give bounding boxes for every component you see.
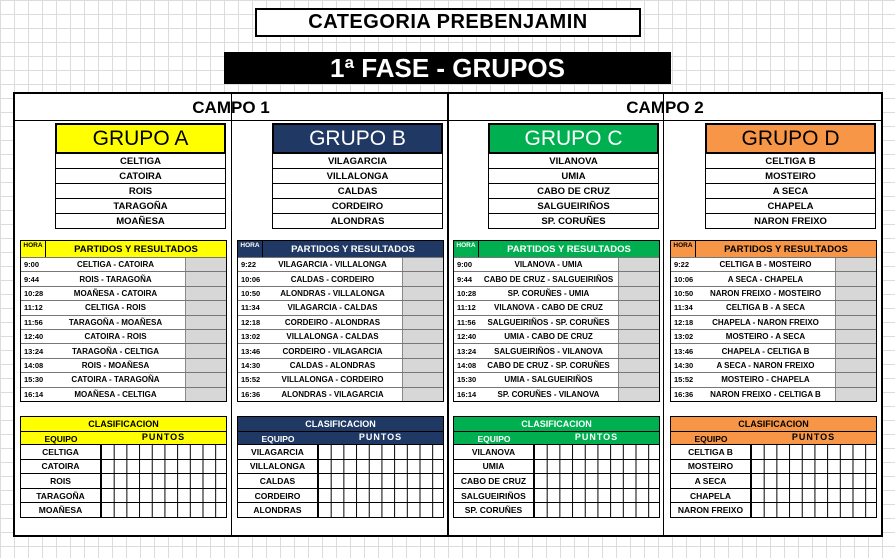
standings-team: TARAGOÑA [21,489,101,503]
result-cell[interactable] [618,272,659,285]
team-name: NARON FREIXO [705,214,876,229]
match-time: 15:52 [674,375,694,385]
match-time: 13:02 [241,332,261,342]
partidos-label: PARTIDOS Y RESULTADOS [507,243,631,255]
standings-subheader [21,431,226,444]
standings-team: VILAGARCIA [238,445,318,459]
team-name: A SECA [705,184,876,199]
standings-team: CORDEIRO [238,489,318,503]
match-time: 9:44 [24,274,40,284]
match-row [454,271,659,285]
match-time: 9:44 [457,274,473,284]
team-name: CELTIGA [55,154,226,169]
group-c-header: GRUPO C [488,123,659,154]
match-time: 12:40 [24,332,44,342]
equipo-label: EQUIPO [44,434,78,444]
match-teams: CELTIGA - ROIS [85,303,146,313]
standings-header: CLASIFICACION [454,417,659,431]
standings-team: MOAÑESA [21,503,101,517]
standings-team: CABO DE CRUZ [454,474,534,488]
result-cell[interactable] [402,287,443,300]
match-teams: CELTIGA B - A SECA [726,303,805,313]
standings-row [21,459,226,474]
match-row [238,257,443,271]
match-teams: SALGUEIRIÑOS - SP. CORUÑES [487,317,610,327]
standings-team: A SECA [671,474,751,488]
group-b-box [272,123,443,229]
campo-2-underline [449,120,881,121]
hora-label: HORA [238,241,263,257]
standings-row [21,488,226,503]
match-row [21,329,226,343]
match-row [21,315,226,329]
matches-header [238,241,443,257]
points-grid[interactable] [318,460,443,474]
match-row [454,358,659,372]
campo-1-underline [15,120,447,121]
match-row [21,271,226,285]
match-time: 14:08 [24,360,44,370]
standings-team: UMIA [454,460,534,474]
team-name: CALDAS [272,184,443,199]
standings-row [238,444,443,459]
standings-row [21,502,226,517]
team-name: SALGUEIRIÑOS [488,199,659,214]
match-time: 11:56 [457,317,476,327]
standings-header: CLASIFICACION [671,417,876,431]
match-time: 12:18 [674,317,694,327]
points-grid[interactable] [101,474,226,488]
result-cell[interactable] [185,359,226,372]
match-row [671,286,876,300]
result-cell[interactable] [618,316,659,329]
points-grid[interactable] [534,489,659,503]
group-a-box [55,123,226,229]
standings-team: ALONDRAS [238,503,318,517]
match-teams: NARON FREIXO - CELTIGA B [710,389,821,399]
standings-row [454,473,659,488]
group-a-header: GRUPO A [55,123,226,154]
points-grid[interactable] [318,445,443,459]
match-time: 10:28 [24,288,44,298]
standings-header: CLASIFICACION [21,417,226,431]
group-d-matches-table [670,240,877,402]
matches-header [671,241,876,257]
column-divider [663,94,664,535]
match-teams: NARON FREIXO - MOSTEIRO [709,288,822,298]
match-teams: ALONDRAS - VILLALONGA [280,288,385,298]
puntos-label: PUNTOS [358,432,403,442]
puntos-label: PUNTOS [574,432,619,442]
match-teams: ROIS - MOAÑESA [81,360,150,370]
standings-team: CALDAS [238,474,318,488]
match-teams: CABO DE CRUZ - SP. CORUÑES [487,360,610,370]
equipo-label: EQUIPO [261,434,295,444]
match-row [21,358,226,372]
match-row [454,387,659,401]
match-row [238,286,443,300]
match-time: 11:34 [674,303,693,313]
standings-subheader [238,431,443,444]
points-grid[interactable] [101,503,226,517]
team-name: ROIS [55,184,226,199]
match-time: 15:30 [457,375,477,385]
result-cell[interactable] [618,258,659,271]
match-time: 12:40 [457,332,477,342]
standings-row [671,459,876,474]
campo-divider [447,94,449,535]
points-grid[interactable] [318,474,443,488]
match-time: 16:36 [241,389,261,399]
points-grid[interactable] [534,460,659,474]
match-row [671,300,876,314]
match-row [671,257,876,271]
match-row [238,315,443,329]
points-grid[interactable] [534,474,659,488]
match-row [238,358,443,372]
match-teams: CALDAS - ALONDRAS [289,360,376,370]
points-grid[interactable] [751,474,876,488]
group-b-matches-table [237,240,444,402]
team-name: CATOIRA [55,169,226,184]
match-row [454,329,659,343]
match-row [238,387,443,401]
match-time: 10:50 [241,288,261,298]
standings-header: CLASIFICACION [238,417,443,431]
match-teams: MOAÑESA - CELTIGA [74,389,157,399]
group-a-standings-table [20,416,227,518]
result-cell[interactable] [185,287,226,300]
group-d-box [705,123,876,229]
phase-title: 1ª FASE - GRUPOS [224,52,671,84]
group-b-header: GRUPO B [272,123,443,154]
result-cell[interactable] [835,359,876,372]
result-cell[interactable] [185,316,226,329]
match-row [454,315,659,329]
standings-team: MOSTEIRO [671,460,751,474]
match-time: 11:12 [24,303,43,313]
result-cell[interactable] [618,301,659,314]
team-name: SP. CORUÑES [488,214,659,229]
match-teams: MOAÑESA - CATOIRA [73,288,158,298]
match-row [454,257,659,271]
match-time: 11:56 [24,317,43,327]
match-teams: SP. CORUÑES - UMIA [507,288,590,298]
standings-team: CHAPELA [671,489,751,503]
result-cell[interactable] [402,344,443,357]
standings-row [671,473,876,488]
match-teams: CELTIGA - CATOIRA [76,260,155,270]
team-name: CELTIGA B [705,154,876,169]
match-time: 10:50 [674,288,694,298]
result-cell[interactable] [185,330,226,343]
standings-row [238,488,443,503]
standings-row [454,502,659,517]
standings-team: NARON FREIXO [671,503,751,517]
match-teams: VILANOVA - UMIA [514,260,583,270]
result-cell[interactable] [402,258,443,271]
standings-row [238,473,443,488]
match-teams: TARAGOÑA - CELTIGA [72,346,159,356]
points-grid[interactable] [101,489,226,503]
standings-row [671,444,876,459]
puntos-label: PUNTOS [141,432,186,442]
standings-row [671,502,876,517]
group-c-box [488,123,659,229]
standings-team: CELTIGA B [671,445,751,459]
match-row [21,257,226,271]
team-name: CABO DE CRUZ [488,184,659,199]
team-name: TARAGOÑA [55,199,226,214]
standings-team: SP. CORUÑES [454,503,534,517]
match-teams: CHAPELA - NARON FREIXO [712,317,819,327]
result-cell[interactable] [835,258,876,271]
match-row [671,343,876,357]
match-row [238,300,443,314]
match-time: 11:34 [241,303,260,313]
match-time: 12:18 [241,317,261,327]
match-time: 15:30 [24,375,44,385]
match-time: 9:22 [241,260,257,270]
result-cell[interactable] [185,301,226,314]
result-cell[interactable] [185,388,226,401]
match-time: 13:24 [24,346,44,356]
match-teams: CHAPELA - CELTIGA B [721,346,810,356]
standings-row [454,444,659,459]
points-grid[interactable] [101,445,226,459]
team-name: CORDEIRO [272,199,443,214]
standings-team: CATOIRA [21,460,101,474]
equipo-label: EQUIPO [477,434,511,444]
match-teams: CALDAS - CORDEIRO [290,274,375,284]
team-name: VILANOVA [488,154,659,169]
team-name: CHAPELA [705,199,876,214]
match-teams: ALONDRAS - VILAGARCIA [281,389,384,399]
result-cell[interactable] [402,330,443,343]
match-time: 15:52 [241,375,261,385]
result-cell[interactable] [835,330,876,343]
group-c-standings-table [453,416,660,518]
points-grid[interactable] [751,460,876,474]
result-cell[interactable] [618,330,659,343]
match-row [21,387,226,401]
match-row [454,372,659,386]
standings-team: VILANOVA [454,445,534,459]
match-teams: VILLALONGA - CALDAS [286,332,379,342]
match-teams: ROIS - TARAGOÑA [79,274,152,284]
hora-label: HORA [21,241,46,257]
result-cell[interactable] [835,344,876,357]
matches-header [454,241,659,257]
match-row [21,286,226,300]
standings-row [454,488,659,503]
match-time: 13:46 [674,346,694,356]
result-cell[interactable] [835,373,876,386]
result-cell[interactable] [185,344,226,357]
result-cell[interactable] [618,388,659,401]
match-teams: UMIA - CABO DE CRUZ [504,332,593,342]
standings-row [238,502,443,517]
result-cell[interactable] [402,301,443,314]
group-c-matches-table [453,240,660,402]
match-row [454,286,659,300]
result-cell[interactable] [402,272,443,285]
match-time: 13:24 [457,346,477,356]
points-grid[interactable] [751,489,876,503]
match-time: 13:46 [241,346,261,356]
group-a-matches-table [20,240,227,402]
match-teams: CORDEIRO - VILAGARCIA [282,346,383,356]
result-cell[interactable] [618,373,659,386]
match-time: 10:28 [457,288,477,298]
standings-team: SALGUEIRIÑOS [454,489,534,503]
match-teams: CELTIGA B - MOSTEIRO [719,260,812,270]
standings-row [21,444,226,459]
match-teams: SALGUEIRIÑOS - VILANOVA [494,346,603,356]
points-grid[interactable] [101,460,226,474]
match-teams: SP. CORUÑES - VILANOVA [497,389,600,399]
match-row [671,329,876,343]
match-teams: MOSTEIRO - A SECA [725,332,806,342]
match-time: 10:06 [241,274,261,284]
campo-1-title: CAMPO 1 [192,98,270,117]
match-time: 14:30 [674,360,694,370]
result-cell[interactable] [835,316,876,329]
group-d-header: GRUPO D [705,123,876,154]
match-teams: A SECA - CHAPELA [727,274,804,284]
match-time: 16:14 [457,389,477,399]
match-time: 16:14 [24,389,44,399]
match-row [21,343,226,357]
partidos-label: PARTIDOS Y RESULTADOS [291,243,415,255]
match-teams: CABO DE CRUZ - SALGUEIRIÑOS [483,274,614,284]
match-teams: TARAGOÑA - MOAÑESA [68,317,163,327]
result-cell[interactable] [618,359,659,372]
group-d-standings-table [670,416,877,518]
match-teams: MOSTEIRO - CHAPELA [721,375,810,385]
match-row [671,372,876,386]
column-divider [231,94,232,535]
match-time: 14:08 [457,360,477,370]
team-name: UMIA [488,169,659,184]
matches-header [21,241,226,257]
standings-team: VILLALONGA [238,460,318,474]
match-row [671,387,876,401]
points-grid[interactable] [534,503,659,517]
match-row [671,315,876,329]
result-cell[interactable] [618,344,659,357]
standings-row [671,488,876,503]
hora-label: HORA [671,241,696,257]
puntos-label: PUNTOS [791,432,836,442]
match-time: 9:00 [457,260,473,270]
match-teams: VILAGARCIA - CALDAS [287,303,378,313]
match-row [671,271,876,285]
team-name: MOSTEIRO [705,169,876,184]
match-row [454,300,659,314]
points-grid[interactable] [534,445,659,459]
team-name: ALONDRAS [272,214,443,229]
group-b-standings-table [237,416,444,518]
hora-label: HORA [454,241,479,257]
partidos-label: PARTIDOS Y RESULTADOS [74,243,198,255]
match-row [454,343,659,357]
result-cell[interactable] [185,258,226,271]
match-teams: UMIA - SALGUEIRIÑOS [504,375,593,385]
match-row [238,343,443,357]
match-time: 11:12 [457,303,476,313]
result-cell[interactable] [402,359,443,372]
team-name: VILAGARCIA [272,154,443,169]
standings-subheader [454,431,659,444]
match-teams: CATOIRA - TARAGOÑA [71,375,160,385]
match-time: 10:06 [674,274,694,284]
match-teams: A SECA - NARON FREIXO [716,360,815,370]
partidos-label: PARTIDOS Y RESULTADOS [724,243,848,255]
match-row [21,372,226,386]
points-grid[interactable] [318,503,443,517]
result-cell[interactable] [835,388,876,401]
standings-team: ROIS [21,474,101,488]
result-cell[interactable] [185,373,226,386]
result-cell[interactable] [835,272,876,285]
standings-row [238,459,443,474]
match-row [238,329,443,343]
points-grid[interactable] [318,489,443,503]
match-teams: CATOIRA - ROIS [84,332,147,342]
points-grid[interactable] [751,503,876,517]
result-cell[interactable] [402,388,443,401]
standings-team: CELTIGA [21,445,101,459]
result-cell[interactable] [185,272,226,285]
category-title: CATEGORIA PREBENJAMIN [255,8,641,37]
points-grid[interactable] [751,445,876,459]
result-cell[interactable] [618,287,659,300]
match-teams: VILANOVA - CABO DE CRUZ [494,303,603,313]
campo-2-title: CAMPO 2 [626,98,704,117]
team-name: MOAÑESA [55,214,226,229]
match-teams: VILLALONGA - CORDEIRO [281,375,384,385]
result-cell[interactable] [402,316,443,329]
match-row [21,300,226,314]
result-cell[interactable] [402,373,443,386]
match-teams: VILAGARCIA - VILLALONGA [278,260,387,270]
match-row [238,372,443,386]
match-time: 13:02 [674,332,694,342]
result-cell[interactable] [835,287,876,300]
match-time: 9:22 [674,260,690,270]
team-name: VILLALONGA [272,169,443,184]
match-teams: CORDEIRO - ALONDRAS [284,317,381,327]
match-row [671,358,876,372]
standings-row [21,473,226,488]
equipo-label: EQUIPO [694,434,728,444]
result-cell[interactable] [835,301,876,314]
standings-subheader [671,431,876,444]
match-row [238,271,443,285]
match-time: 14:30 [241,360,261,370]
standings-row [454,459,659,474]
match-time: 16:36 [674,389,694,399]
match-time: 9:00 [24,260,40,270]
